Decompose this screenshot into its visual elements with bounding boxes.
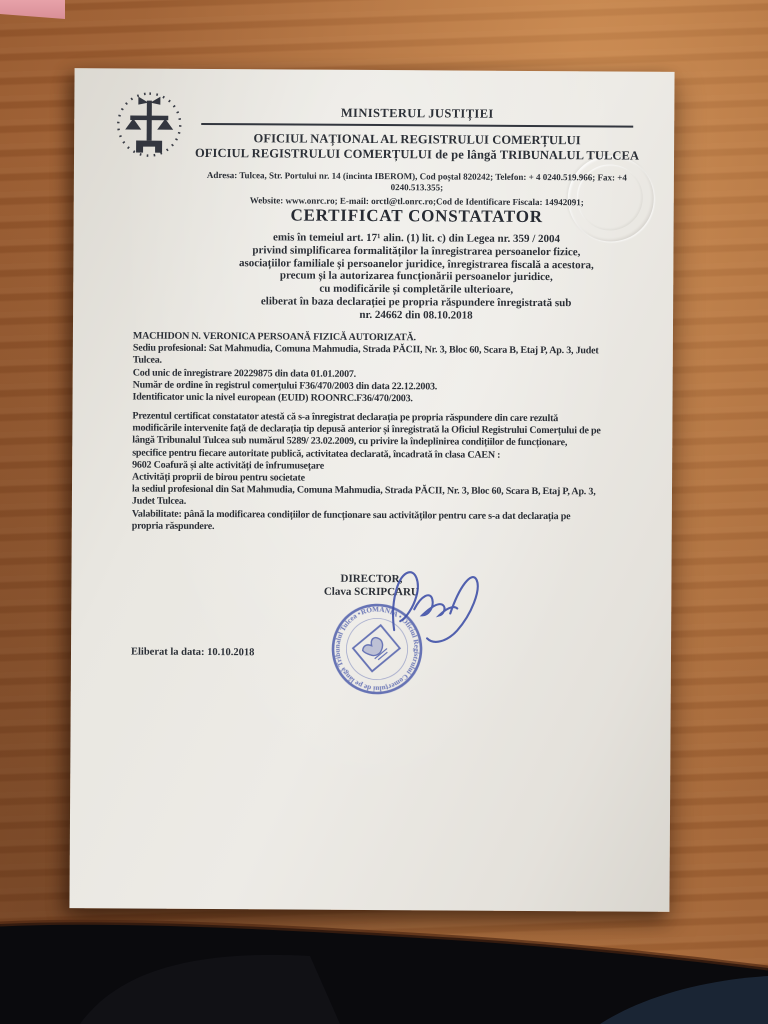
legal-line: emis în temeiul art. 17¹ alin. (1) lit. c) din Legea nr. 359 / 2004 xyxy=(272,231,561,246)
office-local-line: OFICIUL REGISTRULUI COMERȚULUI de pe lângă TRIBUNALUL TULCEA xyxy=(194,145,640,163)
contact-line: Website: www.onrc.ro; E-mail: orctl@tl.onrc.ro;Cod de Identificare Fiscala: 14942091; xyxy=(249,195,584,208)
body-line: modificările intervenite față de declarația tip depusă anterior și înregistrată la Oficiul Registrului Comerțului de pe xyxy=(132,422,601,437)
caen-activity-line: 9602 Coafură și alte activități de înfrumusețare xyxy=(132,459,325,472)
address-line-1: Adresa: Tulcea, Str. Portului nr. 14 (incinta IBEROM), Cod poștal 820242; Telefon: + 4 0240.519.966; Fax: +4 xyxy=(206,169,627,183)
legal-line: eliberat în baza declarației pe propria răspundere înregistrată sub xyxy=(260,295,572,310)
certificate-title: CERTIFICAT CONSTATATOR xyxy=(290,205,543,227)
document-header xyxy=(167,105,668,208)
legal-basis-block xyxy=(166,231,667,324)
validity-block xyxy=(132,509,647,537)
legal-line: cu modificările și completările ulterioare, xyxy=(319,282,514,297)
stamp-ring-text: ROMÂNIA • Oficiul Registrului Comerțului de pe lângă Tribunalul Tulcea • xyxy=(333,605,421,693)
signer-role: DIRECTOR, xyxy=(340,572,403,586)
caen-activity-line: Activități proprii de birou pentru societate xyxy=(132,471,305,484)
validity-line: Valabilitate: până la modificarea condițiilor de funcționare sau activităților pentru care s-a dat declarația pe xyxy=(131,508,571,523)
legal-line: nr. 24662 din 08.10.2018 xyxy=(359,308,473,322)
entity-line: Identificator unic la nivel european (EUID) ROONRC.F36/470/2003. xyxy=(132,391,413,405)
header-divider xyxy=(201,123,633,128)
legal-line: privind simplificarea formalităților la înregistrarea persoanelor fizice, xyxy=(252,244,581,259)
address-line-2: 0240.513.355; xyxy=(390,181,444,192)
issue-date-line: Eliberat la data: 10.10.2018 xyxy=(130,646,255,659)
attestation-paragraph xyxy=(132,411,648,512)
ministry-title: MINISTERUL JUSTIȚIEI xyxy=(340,105,494,121)
registered-entity-block xyxy=(133,331,648,407)
office-national-line: OFICIUL NAȚIONAL AL REGISTRULUI COMERȚULUI xyxy=(253,131,581,148)
body-line: specifice pentru fiecare autoritate publică, activitatea declarată, încadrată în clasa CAEN : xyxy=(132,447,501,461)
entity-name: MACHIDON N. VERONICA PERSOANĂ FIZICĂ AUTORIZATĂ. xyxy=(132,330,416,344)
body-line: lângă Tribunalul Tulcea sub numărul 5289/ 23.02.2009, cu privire la îndeplinirea condițiilor de funcționare, xyxy=(132,434,568,449)
table-edge-shadow xyxy=(0,894,768,1024)
pink-sticky-note xyxy=(0,0,65,19)
legal-line: precum și la autorizarea funcționării persoanelor juridice, xyxy=(279,269,553,284)
entity-line: Tulcea. xyxy=(132,354,162,367)
validity-line: propria răspundere. xyxy=(131,520,215,533)
entity-line: Număr de ordine în registrul comerțului F36/470/2003 din data 22.12.2003. xyxy=(132,379,438,393)
entity-line: Cod unic de înregistrare 20229875 din data 01.01.2007. xyxy=(132,367,357,380)
body-line: Prezentul certificat constatator atestă că s-a înregistrat declarația pe propria răspundere din care rezultă xyxy=(132,410,559,425)
signer-name: Clava SCRIPCARU xyxy=(323,585,419,598)
entity-line: Sediu profesional: Sat Mahmudia, Comuna Mahmudia, Strada PĂCII, Nr. 3, Bloc 60, Scara B, Etaj P, Ap. 3, Judet xyxy=(132,342,599,357)
body-line: la sediul profesional din Sat Mahmudia, Comuna Mahmudia, Strada PĂCII, Nr. 3, Bloc 60, Scara B, Etaj P, Ap. 3, xyxy=(131,483,596,498)
body-line: Judet Tulcea. xyxy=(131,495,187,508)
certificate-document xyxy=(69,68,674,912)
signature-scribble xyxy=(387,558,492,649)
legal-line: asociațiilor familiale și persoanelor juridice, înregistrarea fiscală a acestora, xyxy=(238,256,594,271)
